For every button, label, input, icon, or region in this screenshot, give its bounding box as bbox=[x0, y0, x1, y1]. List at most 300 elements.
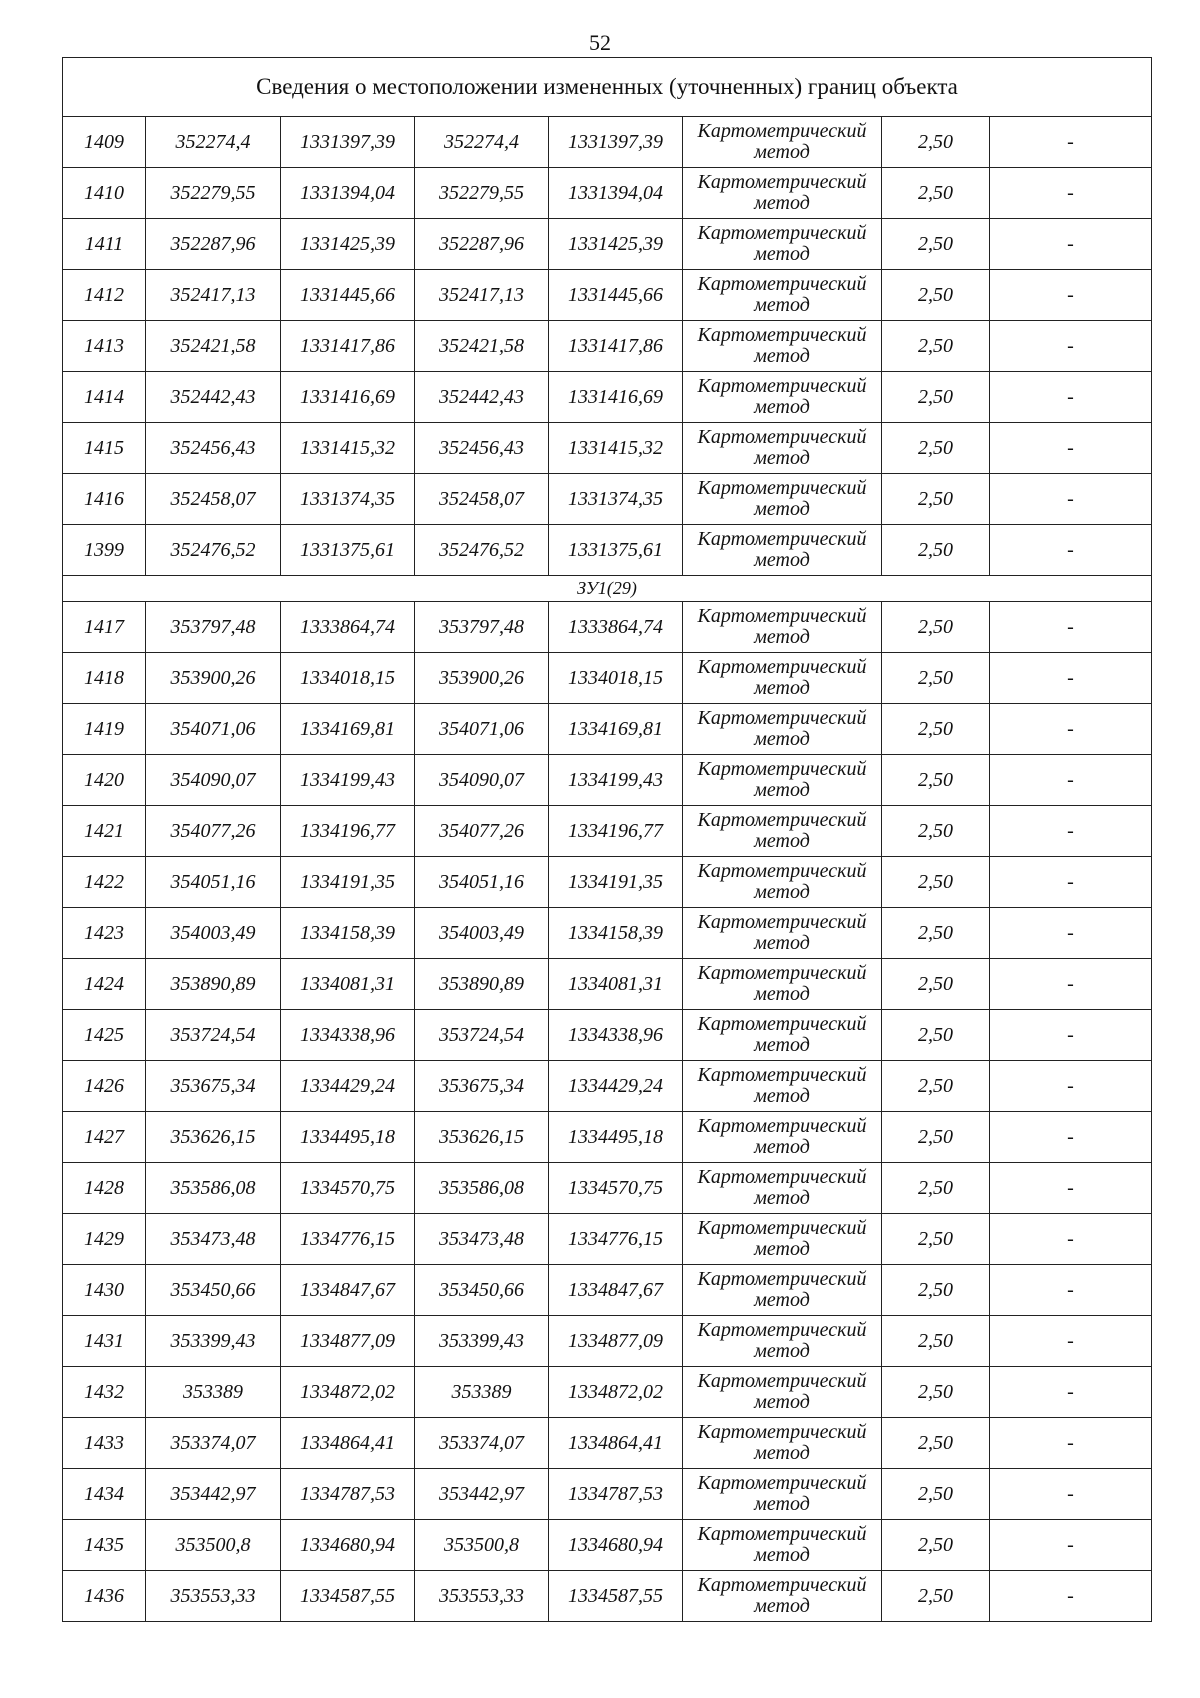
accuracy-cell: 2,50 bbox=[882, 372, 990, 423]
new-y-cell: 1331375,61 bbox=[549, 525, 683, 576]
existing-y-cell: 1331415,32 bbox=[281, 423, 415, 474]
method-line-1: Картометрический bbox=[697, 758, 867, 780]
existing-y-cell: 1331425,39 bbox=[281, 219, 415, 270]
new-y-cell: 1334199,43 bbox=[549, 755, 683, 806]
method-cell bbox=[683, 1469, 882, 1520]
point-number-cell: 1421 bbox=[63, 806, 146, 857]
new-y-cell: 1331415,32 bbox=[549, 423, 683, 474]
point-number-cell: 1412 bbox=[63, 270, 146, 321]
point-number-cell: 1414 bbox=[63, 372, 146, 423]
new-y-cell: 1334081,31 bbox=[549, 959, 683, 1010]
new-x-cell: 354090,07 bbox=[415, 755, 549, 806]
method-cell bbox=[683, 1214, 882, 1265]
table-row bbox=[63, 1418, 1152, 1469]
point-number-cell: 1423 bbox=[63, 908, 146, 959]
new-y-cell: 1331397,39 bbox=[549, 117, 683, 168]
method-cell bbox=[683, 1367, 882, 1418]
new-x-cell: 352279,55 bbox=[415, 168, 549, 219]
method-line-1: Картометрический bbox=[697, 1421, 867, 1443]
new-x-cell: 353675,34 bbox=[415, 1061, 549, 1112]
point-number-cell: 1410 bbox=[63, 168, 146, 219]
accuracy-cell: 2,50 bbox=[882, 1214, 990, 1265]
existing-x-cell: 354077,26 bbox=[146, 806, 281, 857]
existing-y-cell: 1333864,74 bbox=[281, 602, 415, 653]
existing-x-cell: 354090,07 bbox=[146, 755, 281, 806]
method-line-2: метод bbox=[754, 881, 810, 903]
method-line-1: Картометрический bbox=[697, 477, 867, 499]
table-row bbox=[63, 372, 1152, 423]
method-line-2: метод bbox=[754, 1085, 810, 1107]
method-line-1: Картометрический bbox=[697, 273, 867, 295]
existing-y-cell: 1331375,61 bbox=[281, 525, 415, 576]
method-line-1: Картометрический bbox=[697, 1574, 867, 1596]
accuracy-cell: 2,50 bbox=[882, 1010, 990, 1061]
existing-y-cell: 1334191,35 bbox=[281, 857, 415, 908]
point-number-cell: 1435 bbox=[63, 1520, 146, 1571]
method-line-2: метод bbox=[754, 1187, 810, 1209]
description-cell: - bbox=[990, 1010, 1152, 1061]
existing-x-cell: 352417,13 bbox=[146, 270, 281, 321]
accuracy-cell: 2,50 bbox=[882, 755, 990, 806]
existing-y-cell: 1331397,39 bbox=[281, 117, 415, 168]
existing-x-cell: 352279,55 bbox=[146, 168, 281, 219]
method-line-2: метод bbox=[754, 779, 810, 801]
new-x-cell: 352458,07 bbox=[415, 474, 549, 525]
method-line-1: Картометрический bbox=[697, 1268, 867, 1290]
table-row bbox=[63, 474, 1152, 525]
existing-x-cell: 353553,33 bbox=[146, 1571, 281, 1622]
accuracy-cell: 2,50 bbox=[882, 602, 990, 653]
table-row bbox=[63, 908, 1152, 959]
description-cell: - bbox=[990, 1112, 1152, 1163]
description-cell: - bbox=[990, 755, 1152, 806]
accuracy-cell: 2,50 bbox=[882, 1163, 990, 1214]
existing-y-cell: 1334081,31 bbox=[281, 959, 415, 1010]
method-cell bbox=[683, 525, 882, 576]
method-cell bbox=[683, 117, 882, 168]
method-line-2: метод bbox=[754, 1136, 810, 1158]
method-line-2: метод bbox=[754, 677, 810, 699]
existing-y-cell: 1331417,86 bbox=[281, 321, 415, 372]
method-line-1: Картометрический bbox=[697, 1319, 867, 1341]
table-row bbox=[63, 117, 1152, 168]
boundary-coordinates-table bbox=[62, 57, 1152, 1622]
page-number: 52 bbox=[589, 30, 611, 55]
new-y-cell: 1334864,41 bbox=[549, 1418, 683, 1469]
existing-y-cell: 1334199,43 bbox=[281, 755, 415, 806]
method-line-1: Картометрический bbox=[697, 375, 867, 397]
method-line-1: Картометрический bbox=[697, 1370, 867, 1392]
existing-x-cell: 353900,26 bbox=[146, 653, 281, 704]
method-line-1: Картометрический bbox=[697, 1013, 867, 1035]
section-label: ЗУ1(29) bbox=[63, 576, 1152, 602]
existing-y-cell: 1334570,75 bbox=[281, 1163, 415, 1214]
new-y-cell: 1334018,15 bbox=[549, 653, 683, 704]
new-y-cell: 1334191,35 bbox=[549, 857, 683, 908]
existing-x-cell: 352274,4 bbox=[146, 117, 281, 168]
accuracy-cell: 2,50 bbox=[882, 1112, 990, 1163]
description-cell: - bbox=[990, 219, 1152, 270]
point-number-cell: 1420 bbox=[63, 755, 146, 806]
accuracy-cell: 2,50 bbox=[882, 474, 990, 525]
existing-y-cell: 1334018,15 bbox=[281, 653, 415, 704]
existing-y-cell: 1334338,96 bbox=[281, 1010, 415, 1061]
existing-y-cell: 1334872,02 bbox=[281, 1367, 415, 1418]
existing-y-cell: 1331394,04 bbox=[281, 168, 415, 219]
table-row bbox=[63, 270, 1152, 321]
table-row bbox=[63, 219, 1152, 270]
existing-y-cell: 1334169,81 bbox=[281, 704, 415, 755]
new-y-cell: 1331445,66 bbox=[549, 270, 683, 321]
method-cell bbox=[683, 1061, 882, 1112]
table-row bbox=[63, 168, 1152, 219]
new-x-cell: 353553,33 bbox=[415, 1571, 549, 1622]
existing-x-cell: 354003,49 bbox=[146, 908, 281, 959]
new-y-cell: 1331416,69 bbox=[549, 372, 683, 423]
accuracy-cell: 2,50 bbox=[882, 1571, 990, 1622]
method-cell bbox=[683, 321, 882, 372]
method-line-1: Картометрический bbox=[697, 171, 867, 193]
existing-y-cell: 1334877,09 bbox=[281, 1316, 415, 1367]
method-line-1: Картометрический bbox=[697, 1472, 867, 1494]
method-line-1: Картометрический bbox=[697, 1064, 867, 1086]
table-row bbox=[63, 806, 1152, 857]
point-number-cell: 1428 bbox=[63, 1163, 146, 1214]
description-cell: - bbox=[990, 168, 1152, 219]
method-line-1: Картометрический bbox=[697, 222, 867, 244]
accuracy-cell: 2,50 bbox=[882, 219, 990, 270]
method-line-1: Картометрический bbox=[697, 911, 867, 933]
table-row bbox=[63, 602, 1152, 653]
description-cell: - bbox=[990, 653, 1152, 704]
method-cell bbox=[683, 1316, 882, 1367]
existing-y-cell: 1334864,41 bbox=[281, 1418, 415, 1469]
existing-y-cell: 1334787,53 bbox=[281, 1469, 415, 1520]
existing-y-cell: 1334495,18 bbox=[281, 1112, 415, 1163]
point-number-cell: 1413 bbox=[63, 321, 146, 372]
method-line-2: метод bbox=[754, 549, 810, 571]
new-y-cell: 1334196,77 bbox=[549, 806, 683, 857]
method-line-1: Картометрический bbox=[697, 962, 867, 984]
new-x-cell: 353399,43 bbox=[415, 1316, 549, 1367]
point-number-cell: 1431 bbox=[63, 1316, 146, 1367]
table-row bbox=[63, 1265, 1152, 1316]
method-line-2: метод bbox=[754, 396, 810, 418]
method-line-2: метод bbox=[754, 243, 810, 265]
existing-x-cell: 354071,06 bbox=[146, 704, 281, 755]
new-y-cell: 1334847,67 bbox=[549, 1265, 683, 1316]
table-caption-row bbox=[63, 58, 1152, 117]
existing-x-cell: 353626,15 bbox=[146, 1112, 281, 1163]
point-number-cell: 1411 bbox=[63, 219, 146, 270]
table-row bbox=[63, 1520, 1152, 1571]
method-cell bbox=[683, 270, 882, 321]
method-line-2: метод bbox=[754, 1391, 810, 1413]
new-y-cell: 1331394,04 bbox=[549, 168, 683, 219]
existing-x-cell: 353399,43 bbox=[146, 1316, 281, 1367]
new-y-cell: 1334158,39 bbox=[549, 908, 683, 959]
table-row bbox=[63, 1571, 1152, 1622]
existing-y-cell: 1334776,15 bbox=[281, 1214, 415, 1265]
method-line-1: Картометрический bbox=[697, 1523, 867, 1545]
new-y-cell: 1334429,24 bbox=[549, 1061, 683, 1112]
method-line-2: метод bbox=[754, 1595, 810, 1617]
new-x-cell: 352287,96 bbox=[415, 219, 549, 270]
new-y-cell: 1334872,02 bbox=[549, 1367, 683, 1418]
table-row bbox=[63, 1010, 1152, 1061]
new-x-cell: 353900,26 bbox=[415, 653, 549, 704]
accuracy-cell: 2,50 bbox=[882, 321, 990, 372]
table-row bbox=[63, 1214, 1152, 1265]
new-x-cell: 353586,08 bbox=[415, 1163, 549, 1214]
method-line-1: Картометрический bbox=[697, 120, 867, 142]
existing-x-cell: 353586,08 bbox=[146, 1163, 281, 1214]
method-line-2: метод bbox=[754, 1238, 810, 1260]
description-cell: - bbox=[990, 372, 1152, 423]
method-cell bbox=[683, 857, 882, 908]
new-x-cell: 354051,16 bbox=[415, 857, 549, 908]
existing-x-cell: 352456,43 bbox=[146, 423, 281, 474]
accuracy-cell: 2,50 bbox=[882, 806, 990, 857]
accuracy-cell: 2,50 bbox=[882, 704, 990, 755]
description-cell: - bbox=[990, 908, 1152, 959]
method-cell bbox=[683, 1163, 882, 1214]
method-cell bbox=[683, 1112, 882, 1163]
existing-x-cell: 352442,43 bbox=[146, 372, 281, 423]
new-x-cell: 353500,8 bbox=[415, 1520, 549, 1571]
method-cell bbox=[683, 755, 882, 806]
existing-y-cell: 1331416,69 bbox=[281, 372, 415, 423]
new-x-cell: 353389 bbox=[415, 1367, 549, 1418]
new-y-cell: 1334680,94 bbox=[549, 1520, 683, 1571]
new-x-cell: 354003,49 bbox=[415, 908, 549, 959]
table-row bbox=[63, 1367, 1152, 1418]
accuracy-cell: 2,50 bbox=[882, 653, 990, 704]
table-row bbox=[63, 857, 1152, 908]
table-row bbox=[63, 1316, 1152, 1367]
existing-x-cell: 354051,16 bbox=[146, 857, 281, 908]
method-cell bbox=[683, 959, 882, 1010]
method-cell bbox=[683, 653, 882, 704]
point-number-cell: 1424 bbox=[63, 959, 146, 1010]
method-line-1: Картометрический bbox=[697, 1115, 867, 1137]
point-number-cell: 1416 bbox=[63, 474, 146, 525]
existing-x-cell: 352421,58 bbox=[146, 321, 281, 372]
accuracy-cell: 2,50 bbox=[882, 1469, 990, 1520]
new-x-cell: 352417,13 bbox=[415, 270, 549, 321]
new-x-cell: 352421,58 bbox=[415, 321, 549, 372]
existing-x-cell: 353374,07 bbox=[146, 1418, 281, 1469]
existing-x-cell: 353797,48 bbox=[146, 602, 281, 653]
accuracy-cell: 2,50 bbox=[882, 1061, 990, 1112]
description-cell: - bbox=[990, 1571, 1152, 1622]
existing-x-cell: 352287,96 bbox=[146, 219, 281, 270]
method-line-2: метод bbox=[754, 294, 810, 316]
existing-x-cell: 352458,07 bbox=[146, 474, 281, 525]
table-row bbox=[63, 423, 1152, 474]
method-line-2: метод bbox=[754, 345, 810, 367]
point-number-cell: 1417 bbox=[63, 602, 146, 653]
method-line-2: метод bbox=[754, 192, 810, 214]
point-number-cell: 1399 bbox=[63, 525, 146, 576]
point-number-cell: 1419 bbox=[63, 704, 146, 755]
method-cell bbox=[683, 1265, 882, 1316]
method-line-2: метод bbox=[754, 1544, 810, 1566]
new-y-cell: 1334787,53 bbox=[549, 1469, 683, 1520]
method-line-2: метод bbox=[754, 1340, 810, 1362]
existing-x-cell: 353389 bbox=[146, 1367, 281, 1418]
description-cell: - bbox=[990, 270, 1152, 321]
existing-y-cell: 1331374,35 bbox=[281, 474, 415, 525]
method-line-1: Картометрический bbox=[697, 860, 867, 882]
method-cell bbox=[683, 219, 882, 270]
new-y-cell: 1334587,55 bbox=[549, 1571, 683, 1622]
point-number-cell: 1427 bbox=[63, 1112, 146, 1163]
point-number-cell: 1425 bbox=[63, 1010, 146, 1061]
existing-y-cell: 1334587,55 bbox=[281, 1571, 415, 1622]
existing-x-cell: 352476,52 bbox=[146, 525, 281, 576]
method-line-1: Картометрический bbox=[697, 656, 867, 678]
new-y-cell: 1334338,96 bbox=[549, 1010, 683, 1061]
description-cell: - bbox=[990, 1469, 1152, 1520]
description-cell: - bbox=[990, 321, 1152, 372]
description-cell: - bbox=[990, 602, 1152, 653]
description-cell: - bbox=[990, 525, 1152, 576]
existing-y-cell: 1334429,24 bbox=[281, 1061, 415, 1112]
method-line-2: метод bbox=[754, 830, 810, 852]
new-y-cell: 1334169,81 bbox=[549, 704, 683, 755]
accuracy-cell: 2,50 bbox=[882, 908, 990, 959]
table-row bbox=[63, 525, 1152, 576]
method-line-2: метод bbox=[754, 141, 810, 163]
new-x-cell: 353450,66 bbox=[415, 1265, 549, 1316]
method-cell bbox=[683, 704, 882, 755]
description-cell: - bbox=[990, 959, 1152, 1010]
existing-x-cell: 353500,8 bbox=[146, 1520, 281, 1571]
method-cell bbox=[683, 806, 882, 857]
accuracy-cell: 2,50 bbox=[882, 270, 990, 321]
new-y-cell: 1334776,15 bbox=[549, 1214, 683, 1265]
new-x-cell: 352476,52 bbox=[415, 525, 549, 576]
new-y-cell: 1333864,74 bbox=[549, 602, 683, 653]
point-number-cell: 1422 bbox=[63, 857, 146, 908]
table-row bbox=[63, 1163, 1152, 1214]
new-x-cell: 353473,48 bbox=[415, 1214, 549, 1265]
accuracy-cell: 2,50 bbox=[882, 525, 990, 576]
point-number-cell: 1429 bbox=[63, 1214, 146, 1265]
description-cell: - bbox=[990, 1214, 1152, 1265]
accuracy-cell: 2,50 bbox=[882, 1265, 990, 1316]
table-row bbox=[63, 1469, 1152, 1520]
point-number-cell: 1436 bbox=[63, 1571, 146, 1622]
point-number-cell: 1409 bbox=[63, 117, 146, 168]
table-row bbox=[63, 653, 1152, 704]
method-line-2: метод bbox=[754, 626, 810, 648]
method-line-2: метод bbox=[754, 728, 810, 750]
method-line-1: Картометрический bbox=[697, 809, 867, 831]
new-x-cell: 354077,26 bbox=[415, 806, 549, 857]
description-cell: - bbox=[990, 1163, 1152, 1214]
method-cell bbox=[683, 1520, 882, 1571]
point-number-cell: 1433 bbox=[63, 1418, 146, 1469]
accuracy-cell: 2,50 bbox=[882, 959, 990, 1010]
new-x-cell: 352456,43 bbox=[415, 423, 549, 474]
section-header-row bbox=[63, 576, 1152, 602]
method-line-2: метод bbox=[754, 447, 810, 469]
description-cell: - bbox=[990, 1265, 1152, 1316]
new-y-cell: 1334877,09 bbox=[549, 1316, 683, 1367]
table-row bbox=[63, 755, 1152, 806]
existing-x-cell: 353675,34 bbox=[146, 1061, 281, 1112]
method-line-2: метод bbox=[754, 1289, 810, 1311]
existing-x-cell: 353890,89 bbox=[146, 959, 281, 1010]
existing-x-cell: 353450,66 bbox=[146, 1265, 281, 1316]
existing-x-cell: 353442,97 bbox=[146, 1469, 281, 1520]
description-cell: - bbox=[990, 806, 1152, 857]
method-cell bbox=[683, 372, 882, 423]
accuracy-cell: 2,50 bbox=[882, 168, 990, 219]
existing-y-cell: 1331445,66 bbox=[281, 270, 415, 321]
method-line-2: метод bbox=[754, 932, 810, 954]
existing-x-cell: 353724,54 bbox=[146, 1010, 281, 1061]
method-cell bbox=[683, 168, 882, 219]
point-number-cell: 1426 bbox=[63, 1061, 146, 1112]
description-cell: - bbox=[990, 1061, 1152, 1112]
method-cell bbox=[683, 423, 882, 474]
new-x-cell: 353724,54 bbox=[415, 1010, 549, 1061]
new-y-cell: 1334570,75 bbox=[549, 1163, 683, 1214]
new-x-cell: 353890,89 bbox=[415, 959, 549, 1010]
table-row bbox=[63, 959, 1152, 1010]
existing-x-cell: 353473,48 bbox=[146, 1214, 281, 1265]
accuracy-cell: 2,50 bbox=[882, 1520, 990, 1571]
method-line-1: Картометрический bbox=[697, 324, 867, 346]
point-number-cell: 1430 bbox=[63, 1265, 146, 1316]
point-number-cell: 1415 bbox=[63, 423, 146, 474]
table-row bbox=[63, 704, 1152, 755]
method-cell bbox=[683, 1571, 882, 1622]
new-y-cell: 1331425,39 bbox=[549, 219, 683, 270]
new-x-cell: 353626,15 bbox=[415, 1112, 549, 1163]
description-cell: - bbox=[990, 704, 1152, 755]
method-line-1: Картометрический bbox=[697, 426, 867, 448]
description-cell: - bbox=[990, 423, 1152, 474]
description-cell: - bbox=[990, 857, 1152, 908]
description-cell: - bbox=[990, 1418, 1152, 1469]
existing-y-cell: 1334196,77 bbox=[281, 806, 415, 857]
accuracy-cell: 2,50 bbox=[882, 1316, 990, 1367]
new-y-cell: 1334495,18 bbox=[549, 1112, 683, 1163]
accuracy-cell: 2,50 bbox=[882, 1418, 990, 1469]
method-cell bbox=[683, 1010, 882, 1061]
point-number-cell: 1434 bbox=[63, 1469, 146, 1520]
method-line-1: Картометрический bbox=[697, 528, 867, 550]
description-cell: - bbox=[990, 1316, 1152, 1367]
method-line-1: Картометрический bbox=[697, 1217, 867, 1239]
method-cell bbox=[683, 474, 882, 525]
table-row bbox=[63, 1112, 1152, 1163]
point-number-cell: 1432 bbox=[63, 1367, 146, 1418]
accuracy-cell: 2,50 bbox=[882, 423, 990, 474]
existing-y-cell: 1334158,39 bbox=[281, 908, 415, 959]
accuracy-cell: 2,50 bbox=[882, 857, 990, 908]
new-y-cell: 1331417,86 bbox=[549, 321, 683, 372]
new-x-cell: 352442,43 bbox=[415, 372, 549, 423]
new-x-cell: 353797,48 bbox=[415, 602, 549, 653]
method-line-1: Картометрический bbox=[697, 605, 867, 627]
description-cell: - bbox=[990, 1367, 1152, 1418]
method-cell bbox=[683, 908, 882, 959]
